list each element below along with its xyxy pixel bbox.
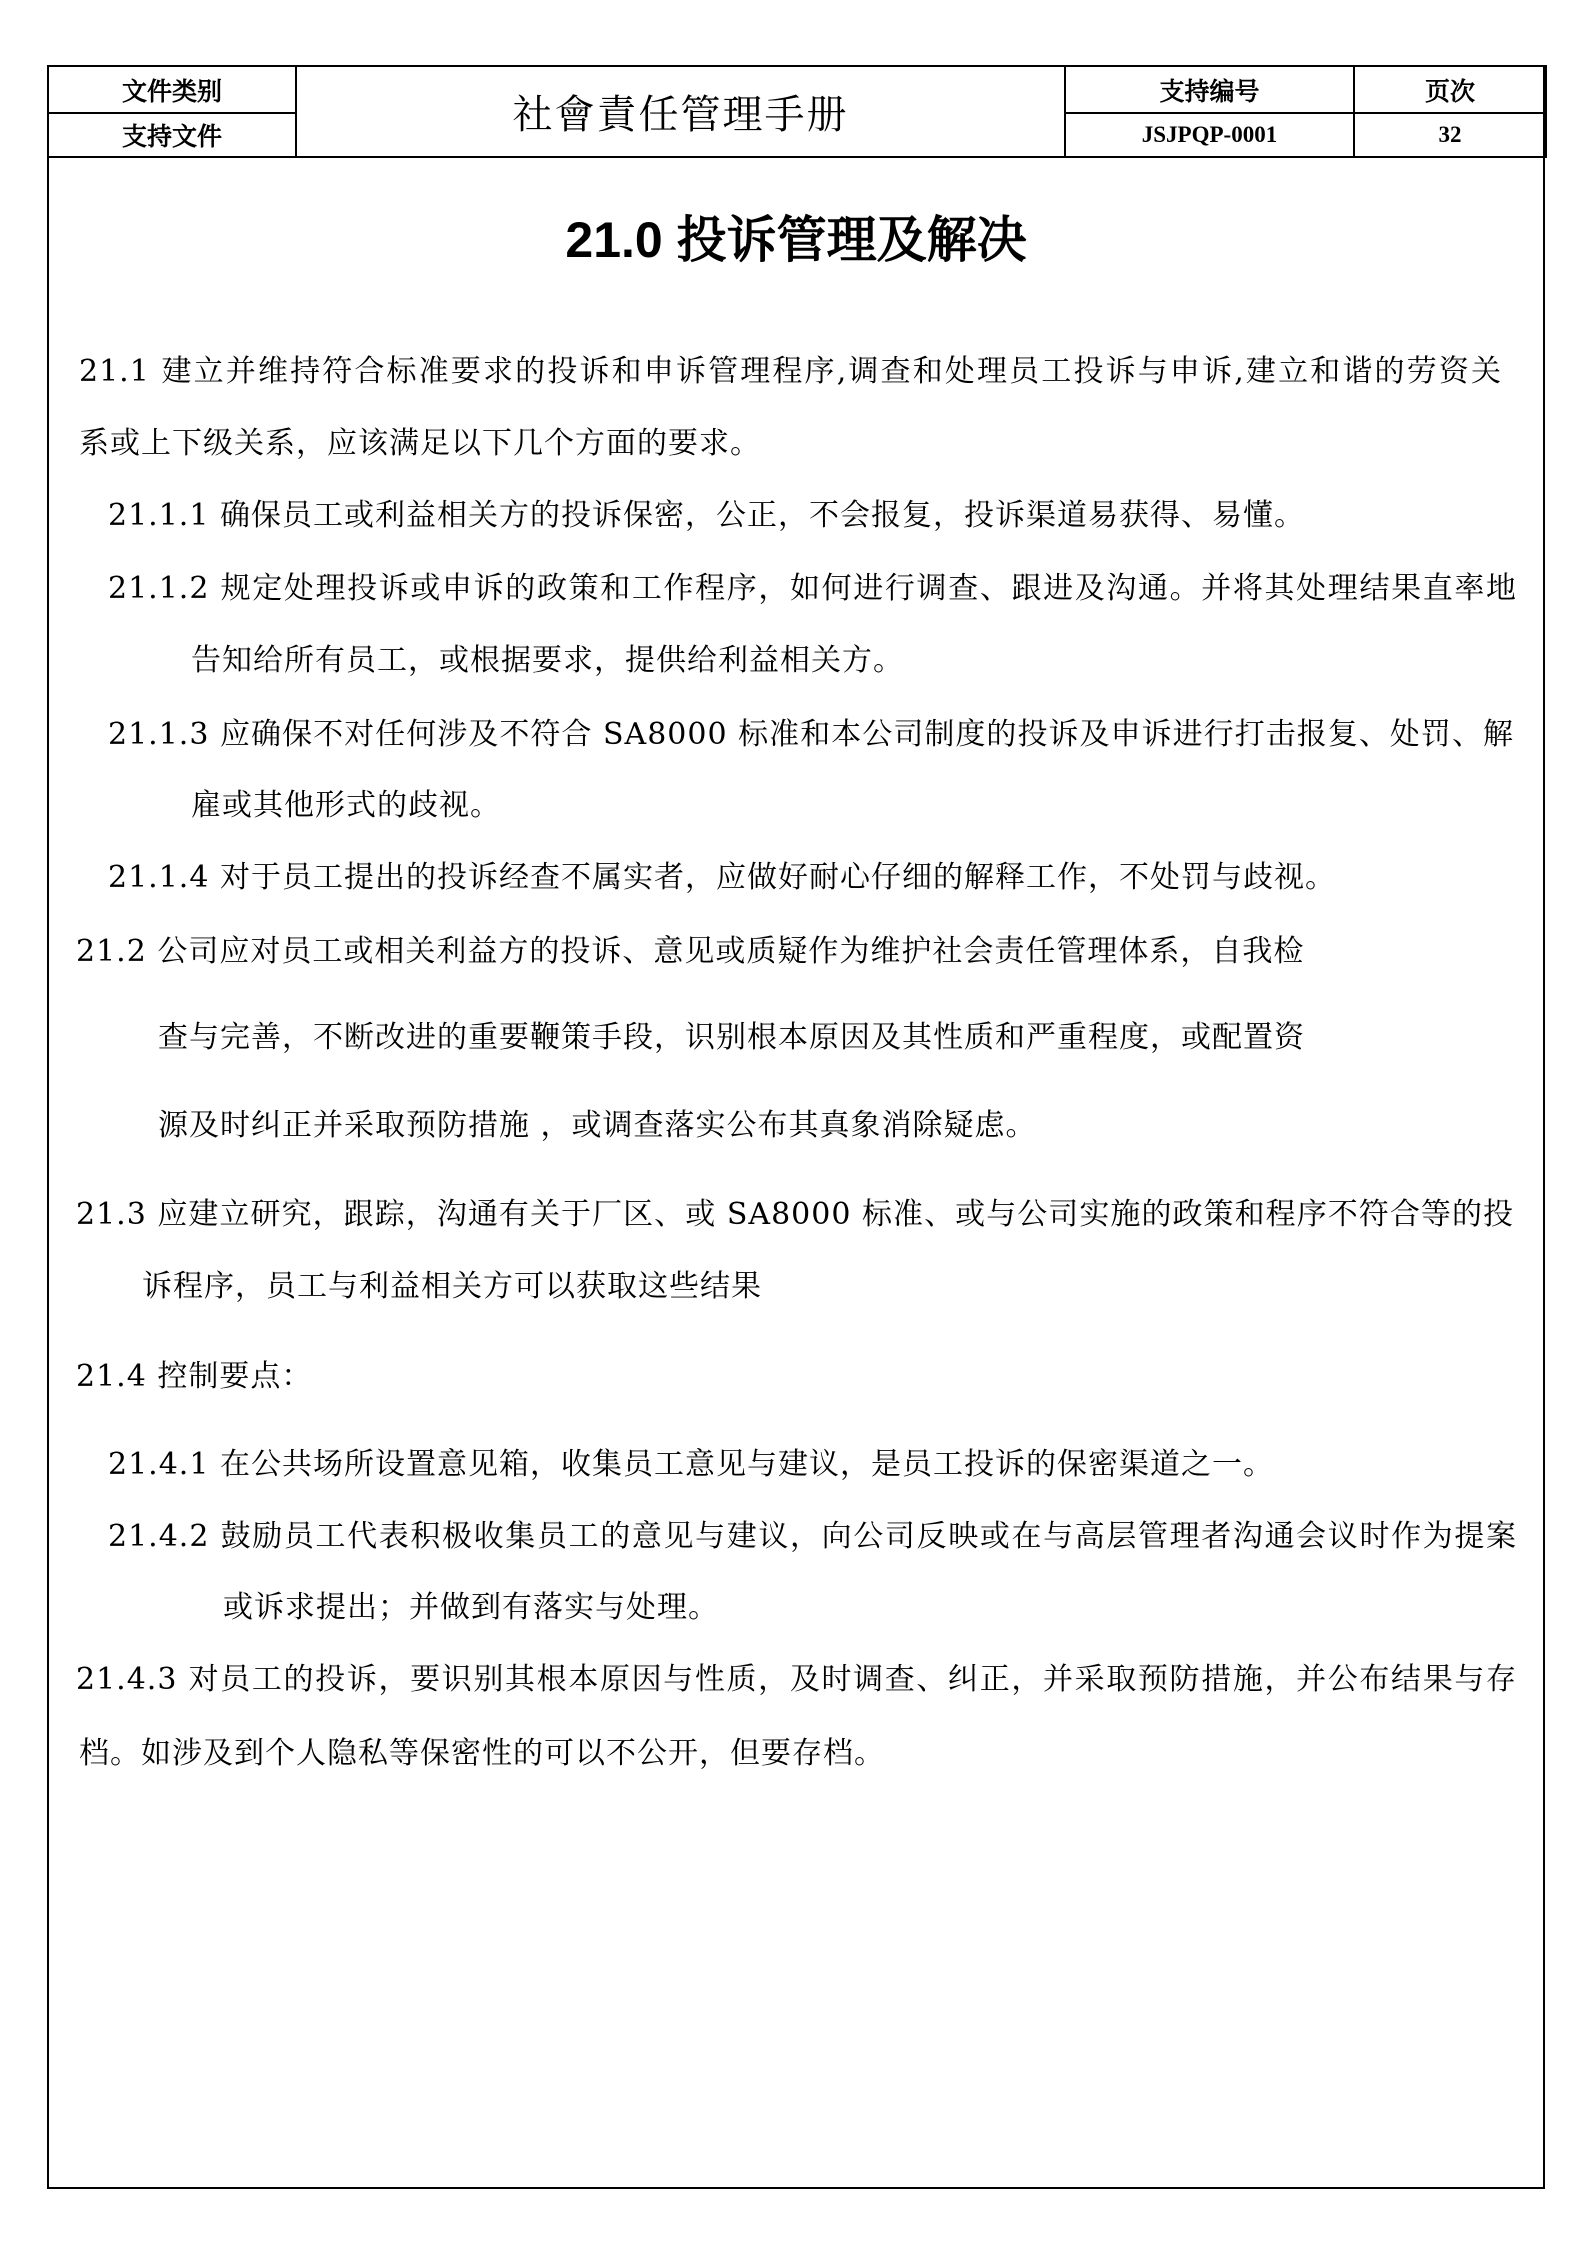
paragraph-line: 21.4 控制要点： <box>76 1359 313 1394</box>
page-number-value: 32 <box>1354 113 1546 157</box>
paragraph-line: 源及时纠正并采取预防措施 ，或调查落实公布其真象消除疑虑。 <box>158 1108 1037 1143</box>
paragraph-line: 21.1.3 应确保不对任何涉及不符合 SA8000 标准和本公司制度的投诉及申诉进行打击报复、处罚、解 <box>108 717 1514 752</box>
paragraph-line: 21.1.2 规定处理投诉或申诉的政策和工作程序，如何进行调查、跟进及沟通。并将其处理结果直率地 <box>108 571 1517 606</box>
paragraph-line: 告知给所有员工，或根据要求，提供给利益相关方。 <box>191 643 904 678</box>
paragraph-line: 21.3 应建立研究，跟踪，沟通有关于厂区、或 SA8000 标准、或与公司实施的政策和程序不符合等的投 <box>76 1197 1514 1232</box>
document-number-value: JSJPQP-0001 <box>1065 113 1354 157</box>
file-category-label: 文件类别 <box>48 66 296 113</box>
paragraph-line: 21.1.4 对于员工提出的投诉经查不属实者，应做好耐心仔细的解释工作，不处罚与歧视。 <box>108 860 1336 895</box>
paragraph-line: 21.4.1 在公共场所设置意见箱，收集员工意见与建议，是员工投诉的保密渠道之一。 <box>108 1447 1274 1482</box>
section-title: 21.0 投诉管理及解决 <box>565 212 1027 268</box>
paragraph-line: 档。如涉及到个人隐私等保密性的可以不公开，但要存档。 <box>79 1736 885 1771</box>
document-header-table <box>47 65 1547 158</box>
paragraph-line: 21.4.2 鼓励员工代表积极收集员工的意见与建议，向公司反映或在与高层管理者沟通会议时作为提案 <box>108 1519 1517 1554</box>
document-number-label: 支持编号 <box>1065 66 1354 113</box>
file-category-value: 支持文件 <box>48 113 296 157</box>
paragraph-line: 21.4.3 对员工的投诉，要识别其根本原因与性质，及时调查、纠正，并采取预防措施，并公布结果与存 <box>76 1662 1517 1697</box>
paragraph-line: 雇或其他形式的歧视。 <box>191 788 501 823</box>
manual-title: 社會責任管理手册 <box>296 66 1065 157</box>
paragraph-line: 21.1 建立并维持符合标准要求的投诉和申诉管理程序,调查和处理员工投诉与申诉,建立和谐的劳资关 <box>79 354 1502 389</box>
paragraph-line: 诉程序，员工与利益相关方可以获取这些结果 <box>142 1269 762 1304</box>
paragraph-line: 21.1.1 确保员工或利益相关方的投诉保密，公正，不会报复，投诉渠道易获得、易懂。 <box>108 498 1305 533</box>
paragraph-line: 21.2 公司应对员工或相关利益方的投诉、意见或质疑作为维护社会责任管理体系，自我检 <box>76 934 1305 969</box>
paragraph-line: 查与完善，不断改进的重要鞭策手段，识别根本原因及其性质和严重程度，或配置资 <box>158 1020 1305 1055</box>
page-number-label: 页次 <box>1354 66 1546 113</box>
paragraph-line: 系或上下级关系，应该满足以下几个方面的要求。 <box>79 426 761 461</box>
paragraph-line: 或诉求提出；并做到有落实与处理。 <box>223 1590 719 1625</box>
